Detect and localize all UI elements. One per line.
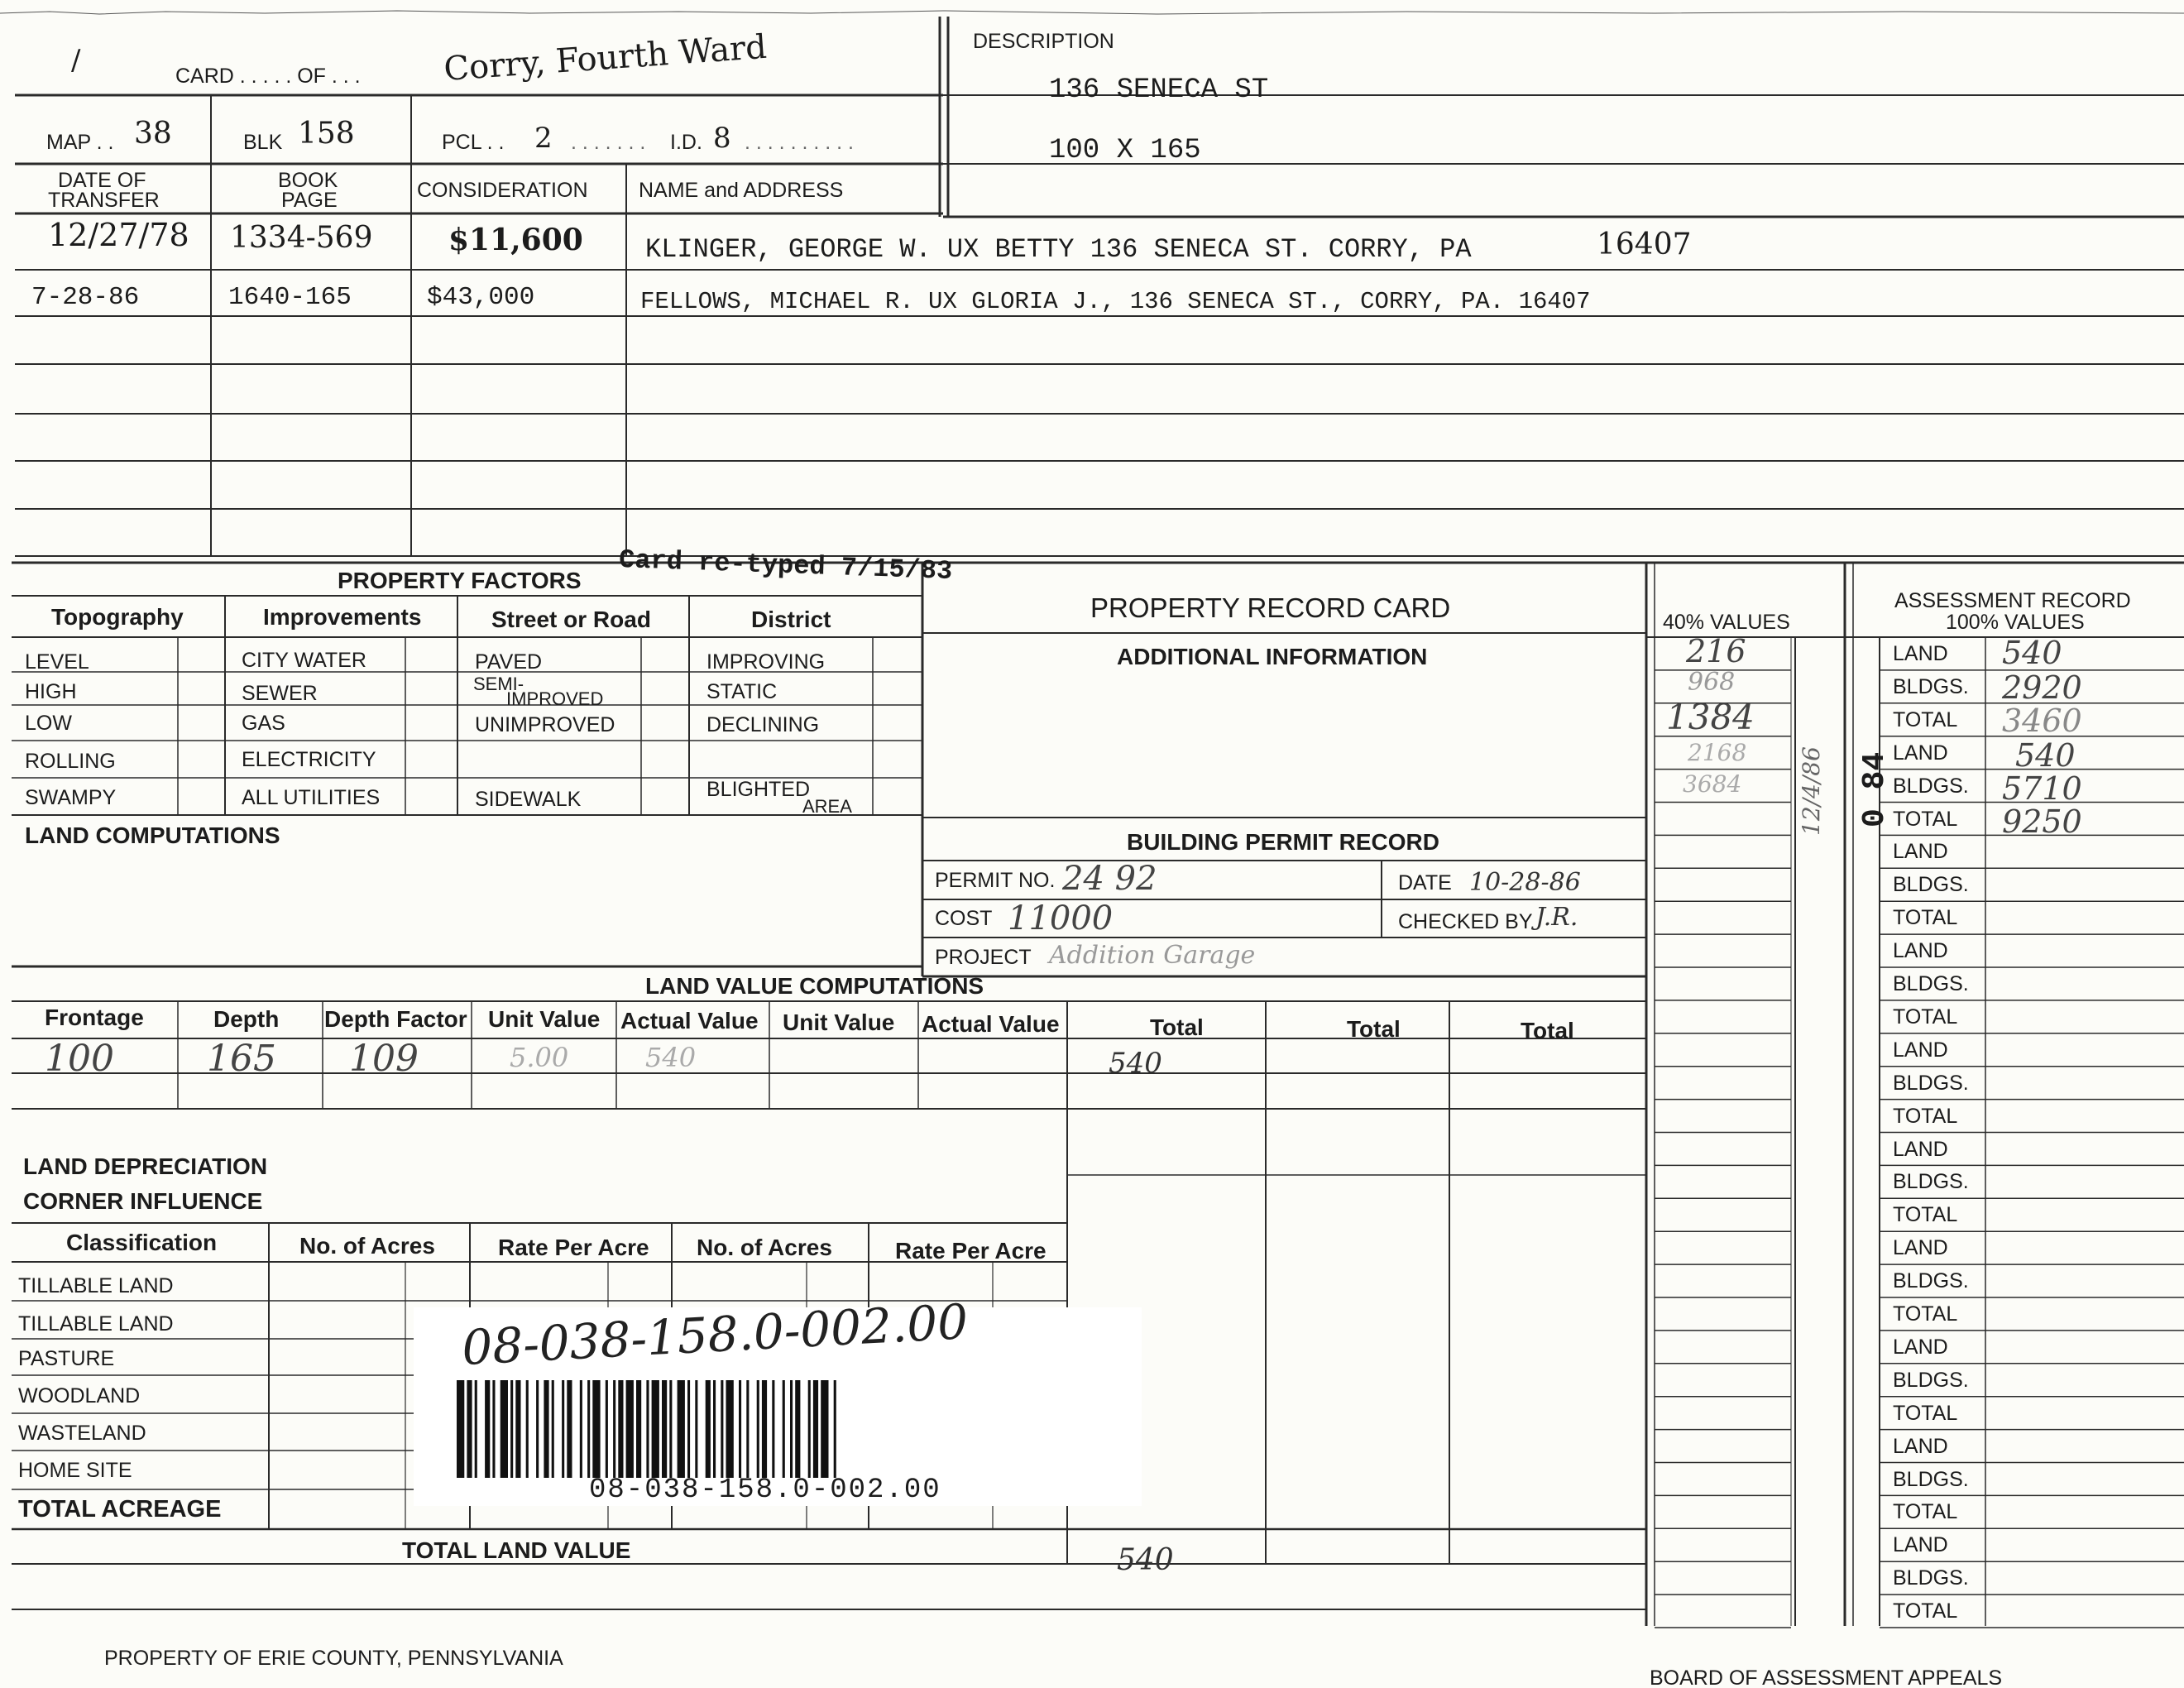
assessment-label-total-3: TOTAL [1893,906,1958,930]
assessment-label-bldgs-3: BLDGS. [1893,873,1969,897]
barcode-bar [726,1380,734,1478]
assessment-label-total-1: TOTAL [1893,707,1958,731]
permit-date-label: DATE [1398,871,1452,894]
assessment-label-land-1: LAND [1893,642,1948,665]
lv-header-total-3: Total [1521,1018,1574,1043]
permit-no-label: PERMIT NO. [935,869,1056,892]
project-value: Addition Garage [1049,941,1256,970]
parcel-number-handwritten: 08-038-158.0-002.00 [460,1293,970,1376]
lv-header-actual-value-1: Actual Value [620,1008,759,1033]
transfer-1-book: 1334-569 [230,221,373,255]
description-line1: 136 SENECA ST [1049,74,1269,106]
permit-date-value: 10-28-86 [1469,868,1581,897]
values-40-title: 40% VALUES [1663,611,1790,634]
barcode-bar [757,1380,759,1478]
assessment-label-bldgs-2: BLDGS. [1893,774,1969,798]
header-topography: Topography [51,604,184,630]
topo-low: LOW [25,712,72,735]
street-improved: IMPROVED [506,688,604,709]
barcode-bar [772,1380,774,1478]
col-name-address: NAME and ADDRESS [639,179,844,202]
acre-row-home-site: HOME SITE [18,1459,132,1482]
barcode-bar [492,1380,495,1478]
permit-no-value: 24 92 [1062,860,1157,898]
barcode-bar [821,1380,828,1478]
checked-by-value: J.R. [1535,903,1578,932]
transfer-1-date: 12/27/78 [48,217,189,253]
checked-by-label: CHECKED BY [1398,910,1533,933]
assessment-label-total-2: TOTAL [1893,807,1958,831]
assessment-label-land-7: LAND [1893,1236,1948,1260]
lv-depth-value: 165 [207,1038,276,1080]
barcode-bar [652,1380,659,1478]
cost-value: 11000 [1008,899,1114,938]
blk-label: BLK [243,131,283,154]
assessment-label-total-5: TOTAL [1893,1104,1958,1128]
barcode-bar [567,1380,572,1478]
barcode-bar [552,1380,554,1478]
assessment-label-land-10: LAND [1893,1533,1948,1557]
lv-actual-value: 540 [645,1042,697,1073]
street-sidewalk: SIDEWALK [475,788,582,811]
barcode-bar [721,1380,723,1478]
barcode-bar [592,1380,600,1478]
lv-header-unit-value-2: Unit Value [783,1009,895,1035]
lv-header-total-2: Total [1347,1016,1401,1042]
assessment-label-land-9: LAND [1893,1434,1948,1458]
cost-label: COST [935,907,993,930]
acre-row-tillable-1: TILLABLE LAND [18,1274,174,1297]
values-40-entry-5: 3684 [1683,770,1742,798]
barcode-bar [790,1380,793,1478]
values-40-entry-2: 968 [1688,668,1736,697]
topo-level: LEVEL [25,650,89,674]
record-card-title: PROPERTY RECORD CARD [1090,592,1451,623]
assessment-label-bldgs-8: BLDGS. [1893,1368,1969,1392]
assess-total-1-value: 3460 [2002,703,2082,739]
transfer-1-zip: 16407 [1597,228,1692,261]
values-40-entry-1: 216 [1686,633,1746,669]
barcode-bar [834,1380,836,1478]
assessment-label-land-2: LAND [1893,741,1948,765]
assess-land-2-value: 540 [2015,737,2076,774]
barcode-bar [467,1380,472,1478]
assessment-label-total-10: TOTAL [1893,1599,1958,1623]
lv-frontage-value: 100 [45,1038,114,1080]
street-semi: SEMI- [473,674,524,694]
barcode-bar [813,1380,818,1478]
project-label: PROJECT [935,946,1032,969]
topo-swampy: SWAMPY [25,786,117,809]
assessment-label-bldgs-5: BLDGS. [1893,1071,1969,1095]
barcode-bar [457,1380,464,1478]
transfer-2-name: FELLOWS, MICHAEL R. UX GLORIA J., 136 SENECA ST., CORRY, PA. 16407 [640,288,1591,315]
assessment-label-bldgs-7: BLDGS. [1893,1269,1969,1293]
assessment-label-land-6: LAND [1893,1137,1948,1161]
assessment-label-bldgs-4: BLDGS. [1893,972,1969,995]
barcode-bar [485,1380,490,1478]
lv-header-frontage: Frontage [45,1005,144,1030]
barcode-bar [626,1380,634,1478]
barcode-bar [662,1380,667,1478]
description-line2: 100 X 165 [1049,135,1201,166]
assessment-label-total-8: TOTAL [1893,1401,1958,1425]
topo-high: HIGH [25,680,77,703]
col-date-1: DATE OF [58,169,146,192]
map-value: 38 [134,117,172,151]
barcode-bar [678,1380,685,1478]
transfer-1-name: KLINGER, GEORGE W. UX BETTY 136 SENECA ST. CORRY, PA [645,234,1472,265]
year-stamp: 0 84 [1857,751,1893,827]
acre-header-classification: Classification [66,1230,218,1255]
barcode-bar [515,1380,520,1478]
assessment-label-total-7: TOTAL [1893,1302,1958,1326]
col-date-2: TRANSFER [48,189,160,212]
lv-header-actual-value-2: Actual Value [922,1011,1060,1037]
acre-row-woodland: WOODLAND [18,1384,141,1407]
acre-header-no-acres-2: No. of Acres [697,1235,832,1260]
street-paved: PAVED [475,650,543,674]
barcode-bar [669,1380,672,1478]
card-number: / [71,44,81,77]
barcode-bar [746,1380,749,1478]
assess-total-2-value: 9250 [2002,803,2082,840]
district-declining: DECLINING [706,713,820,736]
barcode-bar [783,1380,785,1478]
assess-bldgs-1-value: 2920 [2002,669,2082,706]
lv-header-depth: Depth [213,1006,280,1032]
id-label: I.D. [670,131,702,154]
transfer-2-date: 7-28-86 [31,283,140,312]
barcode-bar [795,1380,800,1478]
values-40-entry-3: 1384 [1666,697,1755,737]
assessment-label-land-3: LAND [1893,840,1948,864]
barcode-bar [544,1380,548,1478]
barcode-bar [613,1380,615,1478]
assessment-label-land-4: LAND [1893,939,1948,963]
property-factors-title: PROPERTY FACTORS [338,568,582,593]
lv-total-value: 540 [1109,1047,1162,1080]
description-label: DESCRIPTION [973,30,1114,53]
imp-city-water: CITY WATER [242,649,366,672]
total-land-value-label: TOTAL LAND VALUE [402,1537,631,1563]
district-static: STATIC [706,680,778,703]
assessment-label-bldgs-6: BLDGS. [1893,1170,1969,1194]
col-book-1: BOOK [278,169,338,192]
assessment-label-land-5: LAND [1893,1038,1948,1062]
barcode-bar [526,1380,529,1478]
assessment-label-total-6: TOTAL [1893,1203,1958,1227]
header-district: District [751,607,831,632]
col-book-2: PAGE [281,189,338,212]
barcode-bar [808,1380,811,1478]
pcl-label: PCL . . [442,131,505,154]
district-improving: IMPROVING [706,650,826,674]
land-value-title: LAND VALUE COMPUTATIONS [645,973,984,999]
header-street: Street or Road [491,607,651,632]
street-unimproved: UNIMPROVED [475,713,615,736]
assessment-title-2: 100% VALUES [1946,611,2085,634]
imp-gas: GAS [242,712,285,735]
assessment-label-total-9: TOTAL [1893,1500,1958,1524]
lv-header-depth-factor: Depth Factor [324,1006,467,1032]
barcode-bar [739,1380,741,1478]
imp-sewer: SEWER [242,682,318,705]
building-permit-title: BUILDING PERMIT RECORD [1127,829,1439,855]
barcode-bar [695,1380,697,1478]
acre-header-no-acres-1: No. of Acres [299,1233,435,1259]
corner-influence-title: CORNER INFLUENCE [23,1188,263,1214]
barcode-bar [636,1380,641,1478]
barcode-bar [646,1380,649,1478]
barcode-bar [762,1380,767,1478]
barcode-bar [562,1380,564,1478]
acre-header-rate-2: Rate Per Acre [895,1238,1046,1264]
land-depreciation-title: LAND DEPRECIATION [23,1153,268,1179]
barcode-bar [606,1380,608,1478]
acre-row-tillable-2: TILLABLE LAND [18,1312,174,1336]
values-40-entry-4: 2168 [1688,739,1747,766]
acre-row-wasteland: WASTELAND [18,1422,146,1445]
barcode-bar [536,1380,539,1478]
barcode-text: 08-038-158.0-002.00 [589,1475,941,1506]
barcode-bar [587,1380,590,1478]
ward-name: Corry, Fourth Ward [443,27,769,89]
footer-owner: PROPERTY OF ERIE COUNTY, PENNSYLVANIA [104,1647,563,1670]
land-computations-title: LAND COMPUTATIONS [25,822,280,848]
barcode-bar [618,1380,623,1478]
acre-header-rate-1: Rate Per Acre [498,1235,649,1260]
acre-row-pasture: PASTURE [18,1347,115,1370]
barcode-bar [510,1380,513,1478]
topo-rolling: ROLLING [25,750,116,773]
assess-bldgs-2-value: 5710 [2002,770,2082,807]
transfer-1-consideration: $11,600 [448,223,583,257]
district-blighted: BLIGHTED [706,778,811,801]
lv-depth-factor-value: 109 [349,1038,419,1080]
lv-header-total-1: Total [1150,1014,1204,1040]
lv-unit-value: 5.00 [510,1042,569,1073]
card-label: CARD . . . . . OF . . . [175,65,361,88]
district-area: AREA [802,796,852,817]
map-label: MAP . . [46,131,114,154]
id-value: 8 [713,122,731,155]
assessment-label-land-8: LAND [1893,1335,1948,1359]
assessment-label-bldgs-1: BLDGS. [1893,674,1969,698]
barcode-bar [713,1380,716,1478]
assess-land-1-value: 540 [2002,635,2062,671]
stamp-date: 12/4/86 [1798,746,1825,836]
barcode-bar [500,1380,508,1478]
barcode-bar [706,1380,711,1478]
property-record-card: / CARD . . . . . OF . . . Corry, Fourth Ward MAP . . 38 BLK 158 PCL . . 2 . . . . . . . I.D. 8 . . . . . . . . . . DESCRIPTION 136 SENECA ST 100 X 165 DATE OF TRANSFER BOOK PAGE CONSIDERATION NAME and ADDRESS 12/27/78 1334-569 $11,600 KLINGER, GEORGE W. UX BETTY 136 SENECA ST. CORRY, PA 16407 7-28-86 1640-165 $43,000 FELLOWS, MICHAEL R. UX GLORIA J., 136 SENECA ST., CORRY, PA. 16407 Card re-typed 7/15/83 PROPERTY FACTORS Topography Improvements Street or Road District LEVEL HIGH LOW ROLLING SWAMPY CITY WATER SEWER GAS ELECTRICITY ALL UTILITIES PAVED SEMI- IMPROVED UNIMPROVED SIDEWALK IMPROVING STATIC DECLINING BLIGHTED AREA LAND COMPUTATIONS PROPERTY RECORD CARD ADDITIONAL INFORMATION BUILDING PERMIT RECORD PERMIT NO. 24 92 DATE 10-28-86 COST 11000 CHECKED BY J.R. PROJECT Addition Garage LAND VALUE COMPUTATIONS Frontage Depth Depth Factor Unit Value Actual Value Unit Value Actual Value Total Total Total 100 165 109 5.00 540 540 LAND DEPRECIATION CORNER INFLUENCE Classification No. of Acres Rate Per Acre No. of Acres Rate Per Acre TILLABLE LAND TILLABLE LAND PASTURE WOODLAND WASTELAND HOME SITE TOTAL ACREAGE TOTAL LAND VALUE 540 08-038-158.0-002.00 08-038-158.0-002.00 40% VALUES 216 968 1384 2168 3684 0 84 12/4/86 ASSESSMENT RECORD 100% VALUES LAND BLDGS. TOTAL LAND BLDGS. TOTAL LAND BLDGS. TOTAL LAND BLDGS. TOTAL LAND BLDGS. TOTAL LAND BLDGS. TOTAL LAND BLDGS. TOTAL LAND BLDGS. TOTAL LAND BLDGS. TOTAL LAND BLDGS. TOTAL 540 2920 3460 540 5710 9250 PROPERTY OF ERIE COUNTY, PENNSYLVANIA BOARD OF ASSESSMENT APPEALS [0,0,2184,1688]
additional-information-title: ADDITIONAL INFORMATION [1117,644,1428,669]
barcode-bar [580,1380,582,1478]
lv-header-unit-value-1: Unit Value [488,1006,601,1032]
col-consideration: CONSIDERATION [417,179,588,202]
transfer-2-book: 1640-165 [228,283,352,312]
assessment-label-bldgs-9: BLDGS. [1893,1467,1969,1491]
barcode-bar [475,1380,477,1478]
blk-value: 158 [298,117,355,151]
total-land-value-amount: 540 [1117,1543,1174,1577]
retyped-note: Card re-typed 7/15/83 [618,544,953,587]
footer-board: BOARD OF ASSESSMENT APPEALS [1650,1666,2003,1688]
pcl-value: 2 [534,122,553,155]
assessment-label-bldgs-10: BLDGS. [1893,1566,1969,1590]
header-improvements: Improvements [263,604,422,630]
transfer-2-consideration: $43,000 [427,283,535,312]
imp-electricity: ELECTRICITY [242,748,376,771]
barcode-bar [687,1380,690,1478]
assessment-title-1: ASSESSMENT RECORD [1894,589,2131,612]
barcode-icon [457,1380,1110,1478]
total-acreage-label: TOTAL ACREAGE [18,1496,222,1523]
imp-all-utilities: ALL UTILITIES [242,786,381,809]
assessment-label-total-4: TOTAL [1893,1005,1958,1029]
